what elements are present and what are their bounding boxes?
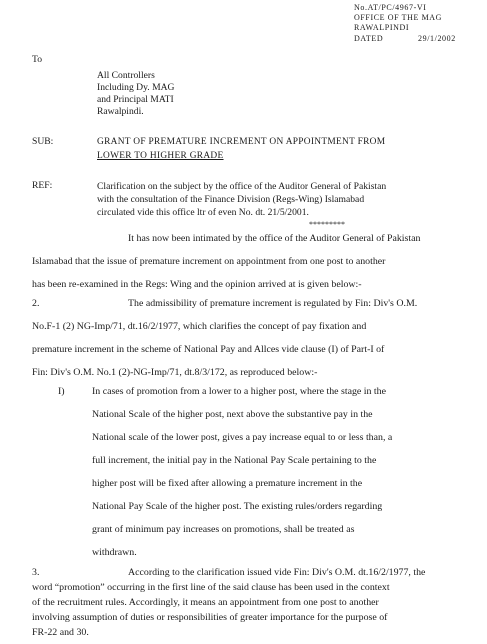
- body-line: Islamabad that the issue of premature increment on appointment from one post to another: [32, 256, 386, 267]
- body-line: has been re-examined in the Regs: Wing and the opinion arrived at is given below:-: [32, 279, 362, 290]
- body-line: premature increment in the scheme of National Pay and Allces vide clause (I) of Part-I of: [32, 344, 385, 355]
- reference-line: Clarification on the subject by the office of the Auditor General of Pakistan: [97, 181, 387, 192]
- subject-line-underlined: LOWER TO HIGHER GRADE: [97, 151, 224, 161]
- separator-stars: *********: [309, 220, 345, 229]
- dated-label: DATED: [354, 34, 384, 43]
- body-line: FR-22 and 30.: [32, 627, 89, 638]
- reference-label: REF:: [32, 180, 53, 191]
- body-line: word “promotion” occurring in the first line of the said clause has been used in the context: [32, 582, 390, 593]
- reference-line: with the consultation of the Finance Division (Regs-Wing) Islamabad: [97, 194, 365, 205]
- reference-line: circulated vide this office ltr of even No. dt. 21/5/2001.: [97, 207, 309, 218]
- to-label: To: [32, 54, 42, 65]
- addressee-line: Rawalpindi.: [97, 106, 144, 117]
- body-line: of the recruitment rules. Accordingly, it means an appointment from one post to another: [32, 597, 379, 608]
- office-name: OFFICE OF THE MAG: [354, 13, 443, 22]
- clause-line: withdrawn.: [92, 547, 137, 558]
- dated-value: 29/1/2002: [418, 34, 456, 43]
- clause-line: full increment, the initial pay in the National Pay Scale pertaining to the: [92, 455, 377, 466]
- addressee-line: Including Dy. MAG: [97, 82, 175, 93]
- reference-number: No.AT/PC/4967-VI: [354, 3, 427, 12]
- body-line: It has now been intimated by the office of the Auditor General of Pakistan: [128, 233, 421, 244]
- subject-line: GRANT OF PREMATURE INCREMENT ON APPOINTMENT FROM: [97, 137, 386, 147]
- subject-label: SUB:: [32, 136, 54, 147]
- addressee-line: and Principal MATI: [97, 94, 174, 105]
- clause-line: grant of minimum pay increases on promotions, shall be treated as: [92, 524, 355, 535]
- body-line: involving assumption of duties or responsibilities of greater importance for the purpose of: [32, 612, 388, 623]
- clause-line: In cases of promotion from a lower to a higher post, where the stage in the: [92, 386, 386, 397]
- clause-number: I): [58, 386, 65, 397]
- clause-line: National Scale of the higher post, next above the substantive pay in the: [92, 409, 373, 420]
- paragraph-number: 2.: [32, 298, 40, 309]
- office-city: RAWALPINDI: [354, 23, 410, 32]
- clause-line: National Pay Scale of the higher post. The existing rules/orders regarding: [92, 501, 383, 512]
- body-line: According to the clarification issued vide Fin: Div's O.M. dt.16/2/1977, the: [128, 567, 426, 578]
- paragraph-number: 3.: [32, 567, 40, 578]
- body-line: Fin: Div's O.M. No.1 (2)-NG-Imp/71, dt.8/3/172, as reproduced below:-: [32, 367, 318, 378]
- clause-line: National scale of the lower post, gives a pay increase equal to or less than, a: [92, 432, 393, 443]
- body-line: No.F-1 (2) NG-Imp/71, dt.16/2/1977, which clarifies the concept of pay fixation and: [32, 321, 367, 332]
- body-line: The admissibility of premature increment is regulated by Fin: Div's O.M.: [128, 298, 418, 309]
- clause-line: higher post will be fixed after allowing a premature increment in the: [92, 478, 363, 489]
- addressee-line: All Controllers: [97, 70, 155, 81]
